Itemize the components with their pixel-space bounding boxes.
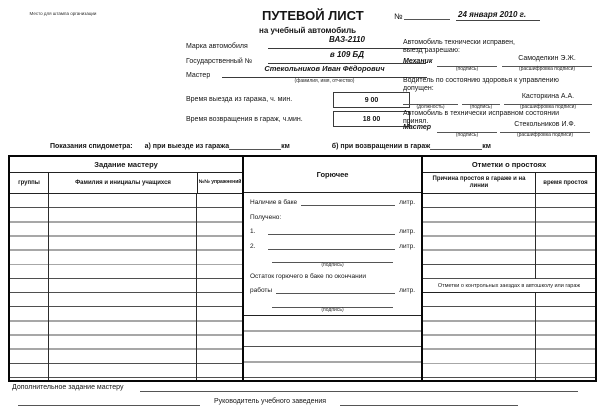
master-name: Стекольников И.Ф. (500, 121, 590, 133)
fuel-empty-rows (244, 316, 421, 380)
odometer-out-unit: км (281, 143, 290, 150)
time-out-value: 9 00 (333, 92, 410, 108)
medic-name: Касторкина А.А. (504, 93, 592, 105)
master-signature-field (437, 123, 497, 139)
fuel-received-2-row (250, 242, 415, 250)
column-divider (196, 194, 197, 380)
col-downtime-header: время простоя (543, 179, 588, 186)
director-label: Руководитель учебного заведения (214, 398, 327, 405)
number-label: № (394, 12, 403, 21)
task-empty-rows (10, 194, 242, 380)
master-name-field (500, 121, 590, 139)
master-note: (фамилия, имя, отчество) (294, 78, 355, 84)
additional-task-label: Дополнительное задание мастеру (12, 384, 124, 391)
signature-note: (подпись) (321, 262, 344, 268)
fuel-rest-label-1: Остаток горючего в баке по окончании (250, 273, 367, 280)
downtime-columns-header (423, 173, 595, 194)
plate-label: Государственный № (186, 58, 253, 65)
column-divider (535, 194, 536, 279)
col-students-header: Фамилия и инициалы учащихся (49, 173, 198, 193)
odometer-label: Показания спидометра: (50, 143, 133, 150)
mechanic-label: Механик (403, 58, 433, 65)
fuel-in-tank-row (250, 198, 415, 206)
fuel-unit: литр. (399, 199, 415, 206)
time-in-label: Время возвращения в гараж, ч.мин. (186, 116, 303, 123)
health-text-2: допущен: (403, 85, 434, 92)
fuel-row1-blank (268, 227, 395, 235)
document-date: 24 января 2010 г. (456, 10, 540, 21)
stamp-placeholder-note: Место для штампа организации (29, 11, 97, 16)
column-divider (48, 194, 49, 380)
fuel-rest-label-2: работы (250, 287, 273, 294)
master-value: Стекольников Иван Фёдорович (222, 64, 427, 78)
signature-note: (подпись) (455, 66, 479, 72)
document-subtitle: на учебный автомобиль (259, 26, 357, 35)
mechanic-name-field (502, 55, 592, 73)
position-field (403, 95, 458, 111)
odometer-row (50, 141, 595, 150)
fuel-section-header: Горючее (244, 157, 421, 193)
time-in-value: 18 00 (333, 111, 410, 127)
signature-note: (подпись) (455, 132, 479, 138)
downtime-section (423, 157, 595, 380)
downtime-section-header: Отметки о простоях (423, 157, 595, 173)
odometer-in-label: б) при возвращении в гараж (331, 143, 431, 150)
plate-value: в 109 БД (268, 50, 426, 64)
waybill-table (8, 155, 597, 382)
fuel-signature-field (272, 253, 393, 269)
mechanic-name: Самоделкин Э.Ж. (502, 55, 592, 67)
downtime-empty-rows-bottom (423, 293, 595, 380)
col-group-header: группы (10, 173, 49, 193)
medic-name-field (504, 93, 592, 111)
fuel-section (244, 157, 423, 380)
master-sign-label: Мастер (403, 124, 432, 131)
fuel-received-label: Получено: (250, 214, 282, 221)
make-value: ВАЗ-2110 (268, 35, 426, 49)
mechanic-signature-field (437, 57, 497, 73)
tech-ok-text-1: Автомобиль технически исправен, (403, 39, 515, 46)
task-columns-header (10, 173, 242, 194)
fuel-row2-blank (268, 242, 395, 250)
downtime-empty-rows-top (423, 194, 595, 279)
decode-note: (расшифровка подписи) (516, 132, 574, 138)
col-cause-header: Причина простоя в гараже и на линии (423, 173, 536, 193)
health-text-1: Водитель по состоянию здоровья к управлению (403, 77, 559, 84)
task-section-header: Задание мастеру (10, 157, 242, 173)
fuel-unit: литр. (399, 243, 415, 250)
make-label: Марка автомобиля (186, 43, 248, 50)
medic-signature-field (462, 95, 500, 111)
director-signature-blank (18, 397, 200, 406)
fuel-signature-field-2 (272, 298, 393, 314)
document-title: ПУТЕВОЙ ЛИСТ (262, 8, 364, 23)
fuel-received-row (250, 214, 415, 221)
odometer-in-blank (430, 141, 482, 150)
director-name-blank (340, 397, 518, 406)
fuel-details (244, 193, 421, 316)
fuel-rest-row-1 (250, 273, 415, 280)
fuel-rest-blank (276, 286, 395, 294)
fuel-row1-num: 1. (250, 228, 256, 235)
position-note: (должность) (416, 104, 445, 110)
number-blank-line (404, 11, 450, 20)
task-section (10, 157, 244, 380)
decode-note: (расшифровка подписи) (518, 66, 576, 72)
master-label: Мастер (186, 72, 211, 79)
odometer-out-blank (229, 141, 281, 150)
col-exercises-header: №№ упражнений (198, 179, 242, 186)
odometer-in-unit: км (482, 143, 491, 150)
fuel-row2-num: 2. (250, 243, 256, 250)
fuel-unit: литр. (399, 287, 415, 294)
time-out-label: Время выезда из гаража, ч. мин. (186, 96, 293, 103)
odometer-out-label: а) при выезде из гаража (144, 143, 230, 150)
accepted-text-1: Автомобиль в технически исправном состоянии (403, 110, 560, 117)
accepted-text-2: принял. (403, 118, 429, 125)
additional-task-blank (140, 383, 578, 392)
fuel-received-1-row (250, 227, 415, 235)
fuel-in-tank-label: Наличие в баке (250, 199, 298, 206)
signature-note: (подпись) (469, 104, 493, 110)
fuel-rest-row-2 (250, 286, 415, 294)
column-divider (535, 293, 536, 380)
signature-note: (подпись) (321, 307, 344, 313)
control-runs-note: Отметки о контрольных заездах в автошколу или гараж (423, 279, 595, 293)
tech-ok-text-2: выезд разрешаю: (403, 47, 460, 54)
fuel-in-tank-blank (301, 198, 395, 206)
decode-note: (расшифровка подписи) (519, 104, 577, 110)
fuel-unit: литр. (399, 228, 415, 235)
